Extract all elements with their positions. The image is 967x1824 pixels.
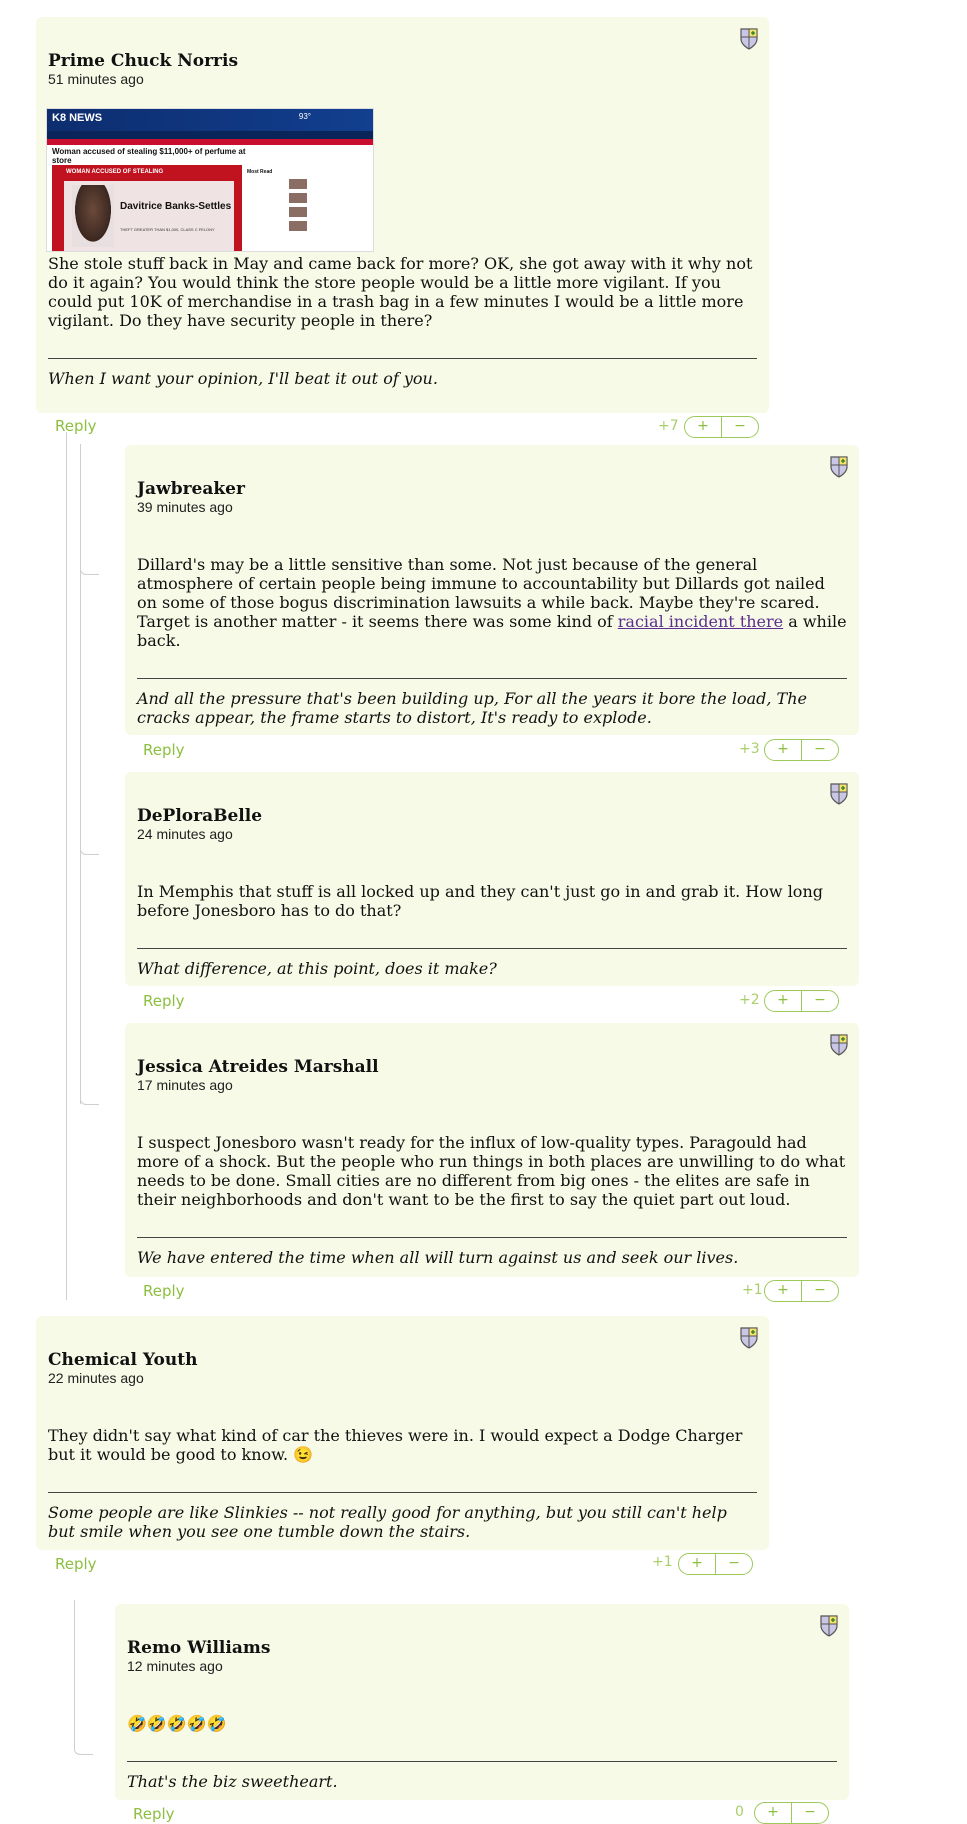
news-person-name: Davitrice Banks-Settles — [120, 201, 232, 212]
racial-incident-link[interactable]: racial incident there — [617, 612, 784, 631]
reply-button[interactable]: Reply — [55, 417, 97, 435]
upvote-button[interactable]: + — [777, 1282, 789, 1298]
most-read-item — [247, 191, 307, 205]
comment-body: In Memphis that stuff is all locked up and they can't just go in and grab it. How long before Jonesboro has to do that? — [137, 882, 823, 920]
upvote-button[interactable]: + — [697, 418, 709, 434]
comment-card — [36, 17, 769, 413]
vote-score: +3 — [739, 741, 760, 757]
comment-body: 🤣🤣🤣🤣🤣 — [127, 1714, 227, 1733]
thread-elbow — [80, 1090, 99, 1105]
reply-button[interactable]: Reply — [133, 1805, 175, 1823]
comment-timestamp[interactable]: 12 minutes ago — [127, 1658, 223, 1674]
shield-icon — [739, 1326, 759, 1350]
comment-card — [36, 1316, 769, 1550]
news-most-read — [247, 169, 307, 233]
comment-signature: We have entered the time when all will turn against us and seek our lives. — [137, 1248, 739, 1267]
comment-body: She stole stuff back in May and came back for more? OK, she got away with it why not do it again? You would think the store people would be a little more vigilant. If you could put 10K of merchandise in a trash bag in a few minutes I would be a little more vigilant. Do they have security people in there? — [48, 254, 753, 330]
comment-author[interactable]: DePloraBelle — [137, 806, 263, 826]
signature-divider — [48, 1492, 757, 1493]
most-read-item — [247, 219, 307, 233]
downvote-button[interactable]: − — [715, 1554, 752, 1574]
comment-body-text: Dillard's may be a little sensitive than some. Not just because of the general atmosphere of certain people being immune to accountability but Dillards got nailed on some of those bogus discrimination lawsuits a while back. Maybe they're scared. Target is another matter - it seems there was some kind of — [137, 555, 825, 631]
news-photo — [52, 165, 242, 251]
most-read-title: Most Read — [247, 169, 273, 175]
comment-body — [137, 555, 847, 650]
reply-button[interactable]: Reply — [143, 1282, 185, 1300]
comment-author[interactable]: Remo Williams — [127, 1638, 271, 1658]
news-headline: Woman accused of stealing $11,000+ of perfume at store — [52, 147, 246, 165]
shield-icon — [819, 1614, 839, 1638]
comment-timestamp[interactable]: 24 minutes ago — [137, 826, 233, 842]
vote-controls — [754, 1802, 829, 1824]
comment-card — [125, 772, 859, 986]
comment-timestamp[interactable]: 51 minutes ago — [48, 71, 144, 87]
comment-signature: That's the biz sweetheart. — [127, 1772, 338, 1791]
comment-card — [115, 1604, 849, 1800]
comment-signature: When I want your opinion, I'll beat it out of you. — [48, 369, 438, 388]
weather-readout: 93° — [298, 112, 311, 121]
downvote-button[interactable]: − — [801, 991, 838, 1011]
downvote-button[interactable]: − — [801, 740, 838, 760]
vote-score: +2 — [739, 992, 760, 1008]
comment-card — [125, 445, 859, 735]
upvote-button[interactable]: + — [777, 741, 789, 757]
signature-divider — [48, 358, 757, 359]
vote-score: +1 — [742, 1282, 763, 1298]
vote-controls — [684, 416, 759, 438]
shield-icon — [829, 782, 849, 806]
thread-line — [80, 574, 81, 854]
comment-signature: What difference, at this point, does it make? — [137, 959, 497, 978]
comment-timestamp[interactable]: 39 minutes ago — [137, 499, 233, 515]
mugshot-image — [72, 185, 114, 247]
thread-line — [80, 444, 81, 574]
signature-divider — [127, 1761, 837, 1762]
news-nav — [47, 131, 373, 139]
signature-divider — [137, 948, 847, 949]
reply-button[interactable]: Reply — [55, 1555, 97, 1573]
shield-icon — [829, 1033, 849, 1057]
shield-icon — [739, 27, 759, 51]
vote-score: 0 — [735, 1804, 744, 1820]
thread-elbow — [74, 1740, 93, 1755]
vote-controls — [764, 739, 839, 761]
comment-author[interactable]: Jawbreaker — [137, 479, 245, 499]
news-logo: K8 NEWS — [52, 112, 103, 124]
news-header — [47, 109, 373, 131]
thread-line — [66, 432, 67, 1300]
downvote-button[interactable]: − — [791, 1803, 828, 1823]
news-photo-banner: WOMAN ACCUSED OF STEALING — [66, 169, 164, 175]
comment-signature: Some people are like Slinkies -- not really good for anything, but you still can't help but smile when you see one tumble down the stairs. — [48, 1503, 727, 1541]
thread-elbow — [80, 840, 99, 855]
comment-timestamp[interactable]: 22 minutes ago — [48, 1370, 144, 1386]
upvote-button[interactable]: + — [767, 1804, 779, 1820]
comment-author[interactable]: Chemical Youth — [48, 1350, 198, 1370]
comment-body-text: a while back. — [137, 612, 847, 650]
comment-body: They didn't say what kind of car the thieves were in. I would expect a Dodge Charger but it would be good to know. 😉 — [48, 1426, 743, 1464]
downvote-button[interactable]: − — [721, 417, 758, 437]
news-screenshot-image[interactable] — [46, 108, 374, 252]
reply-button[interactable]: Reply — [143, 992, 185, 1010]
vote-score: +1 — [652, 1554, 673, 1570]
comment-card — [125, 1023, 859, 1277]
comment-timestamp[interactable]: 17 minutes ago — [137, 1077, 233, 1093]
thread-elbow — [80, 560, 99, 575]
comment-author[interactable]: Jessica Atreides Marshall — [137, 1057, 379, 1077]
downvote-button[interactable]: − — [801, 1281, 838, 1301]
vote-controls — [678, 1553, 753, 1575]
vote-controls — [764, 990, 839, 1012]
vote-score: +7 — [658, 418, 679, 434]
upvote-button[interactable]: + — [777, 992, 789, 1008]
news-photo-card — [64, 181, 234, 251]
comment-body: I suspect Jonesboro wasn't ready for the influx of low-quality types. Paragould had more of a shock. But the people who run things in both places are unwilling to do what needs to be done. Small cities are no different from big ones - the elites are safe in their neighborhoods and don't want to be the first to say the quiet part out loud. — [137, 1133, 846, 1209]
upvote-button[interactable]: + — [691, 1555, 703, 1571]
thread-line — [80, 854, 81, 1104]
shield-icon — [829, 455, 849, 479]
signature-divider — [137, 678, 847, 679]
comment-signature: And all the pressure that's been building up, For all the years it bore the load, The cracks appear, the frame starts to distort, It's ready to explode. — [137, 689, 807, 727]
news-person-caption: THEFT GREATER THAN $1,000, CLASS C FELONY — [120, 227, 215, 232]
comment-author[interactable]: Prime Chuck Norris — [48, 51, 239, 71]
reply-button[interactable]: Reply — [143, 741, 185, 759]
most-read-item — [247, 177, 307, 191]
most-read-item — [247, 205, 307, 219]
thread-line — [74, 1600, 75, 1740]
vote-controls — [764, 1280, 839, 1302]
signature-divider — [137, 1237, 847, 1238]
